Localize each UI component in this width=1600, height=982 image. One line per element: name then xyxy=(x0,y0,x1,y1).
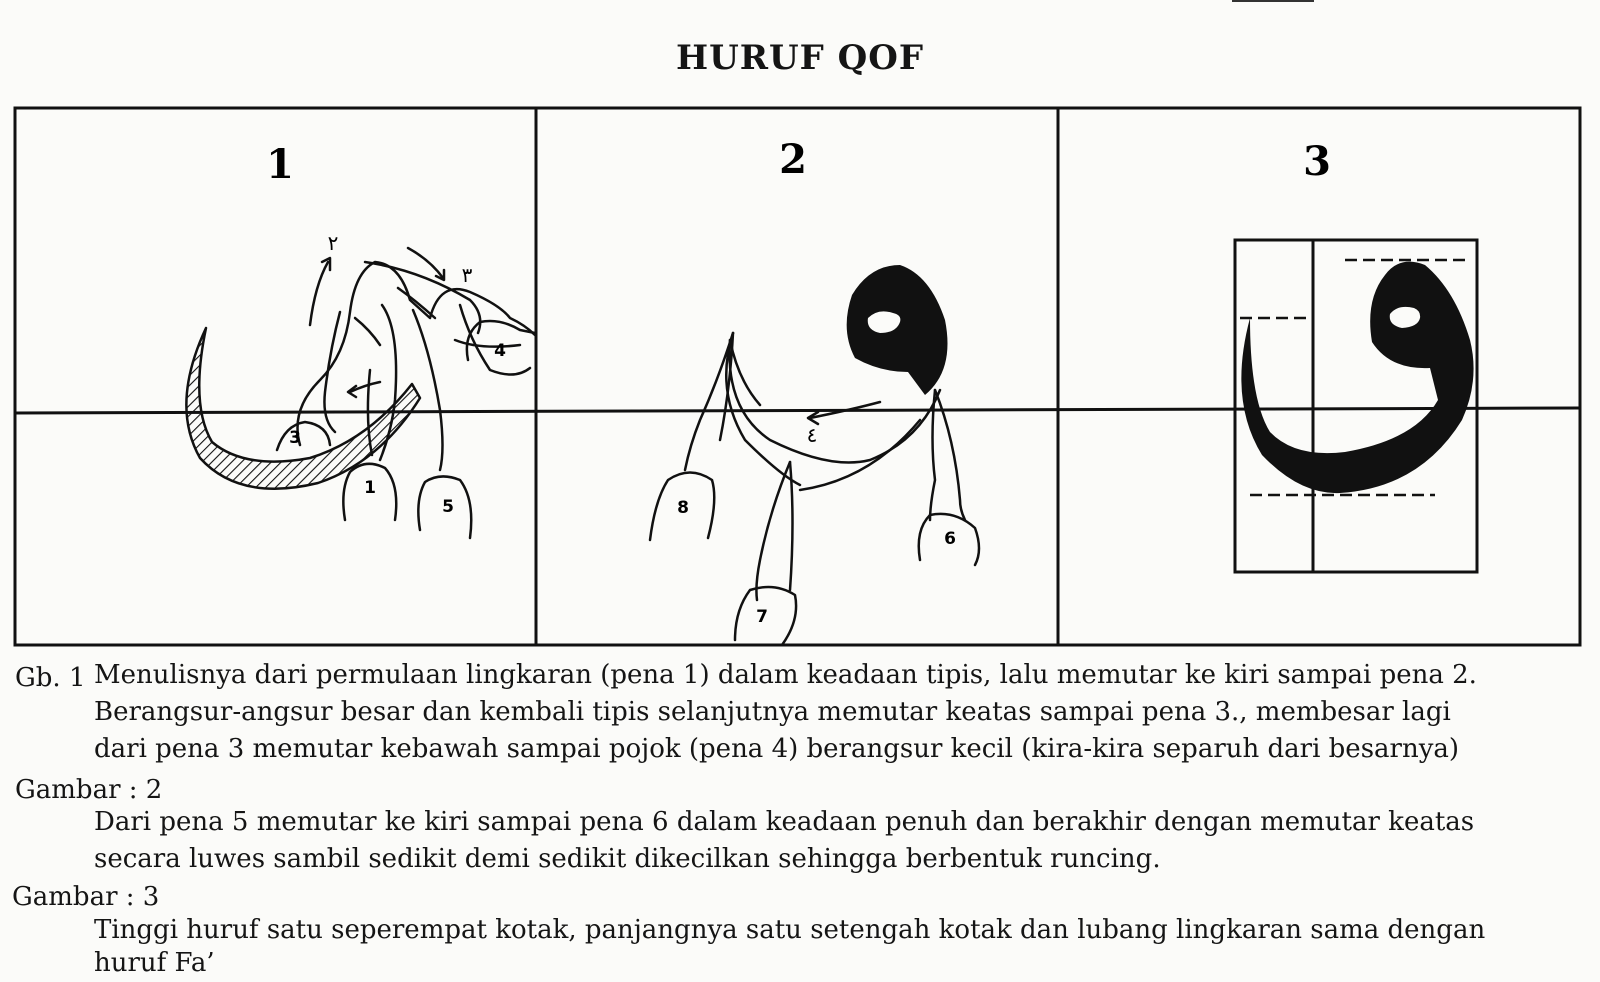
caption-gambar2-label: Gambar : 2 xyxy=(15,775,163,805)
pen-label-5: 5 xyxy=(442,497,454,517)
caption-gb1-line: Menulisnya dari permulaan lingkaran (pena 1) dalam keadaan tipis, lalu memutar ke kiri sampai pena 2. xyxy=(94,660,1477,690)
caption-gambar3-line: Tinggi huruf satu seperempat kotak, panjangnya satu setengah kotak dan lubang lingkaran sama dengan xyxy=(94,915,1486,945)
panel-3-illustration xyxy=(1235,240,1477,572)
caption-gb1-prefix: Gb. 1 xyxy=(15,663,86,693)
caption-gambar3-label: Gambar : 3 xyxy=(12,882,160,912)
stroke-mark-2: ٢ xyxy=(327,231,339,255)
pen-label-6: 6 xyxy=(944,529,956,549)
panel-2-number: 2 xyxy=(779,136,807,183)
hatched-stroke xyxy=(186,328,420,489)
stroke-mark-3: ٣ xyxy=(461,263,473,287)
qof-letter xyxy=(1241,262,1473,493)
pen-label-3: 3 xyxy=(289,428,301,448)
baseline xyxy=(15,408,1580,413)
panel-3-number: 3 xyxy=(1303,138,1331,185)
panel-1-number: 1 xyxy=(266,141,294,188)
caption-gambar2-line: Dari pena 5 memutar ke kiri sampai pena 6 dalam keadaan penuh dan berakhir dengan memutar keatas xyxy=(94,807,1475,837)
pen-label-7: 7 xyxy=(756,607,768,627)
qof-loop xyxy=(847,265,948,395)
panel-1-illustration xyxy=(186,248,535,538)
caption-gambar2-line: secara luwes sambil sedikit demi sedikit dikecilkan sehingga berbentuk runcing. xyxy=(94,844,1161,874)
caption-gambar3-line: huruf Fa’ xyxy=(94,948,215,978)
page-title: HURUF QOF xyxy=(675,38,925,78)
pen-label-1: 1 xyxy=(364,478,376,498)
caption-gb1-line: Berangsur-angsur besar dan kembali tipis selanjutnya memutar keatas sampai pena 3., membesar lagi xyxy=(94,697,1451,727)
pen-label-8: 8 xyxy=(677,498,689,518)
caption-gb1-line: dari pena 3 memutar kebawah sampai pojok (pena 4) berangsur kecil (kira-kira separuh dari besarnya) xyxy=(94,734,1460,764)
stroke-mark-4: ٤ xyxy=(806,423,818,447)
pen-label-4: 4 xyxy=(494,341,506,361)
panel-2-illustration xyxy=(650,265,979,645)
panel-frame xyxy=(15,108,1580,645)
